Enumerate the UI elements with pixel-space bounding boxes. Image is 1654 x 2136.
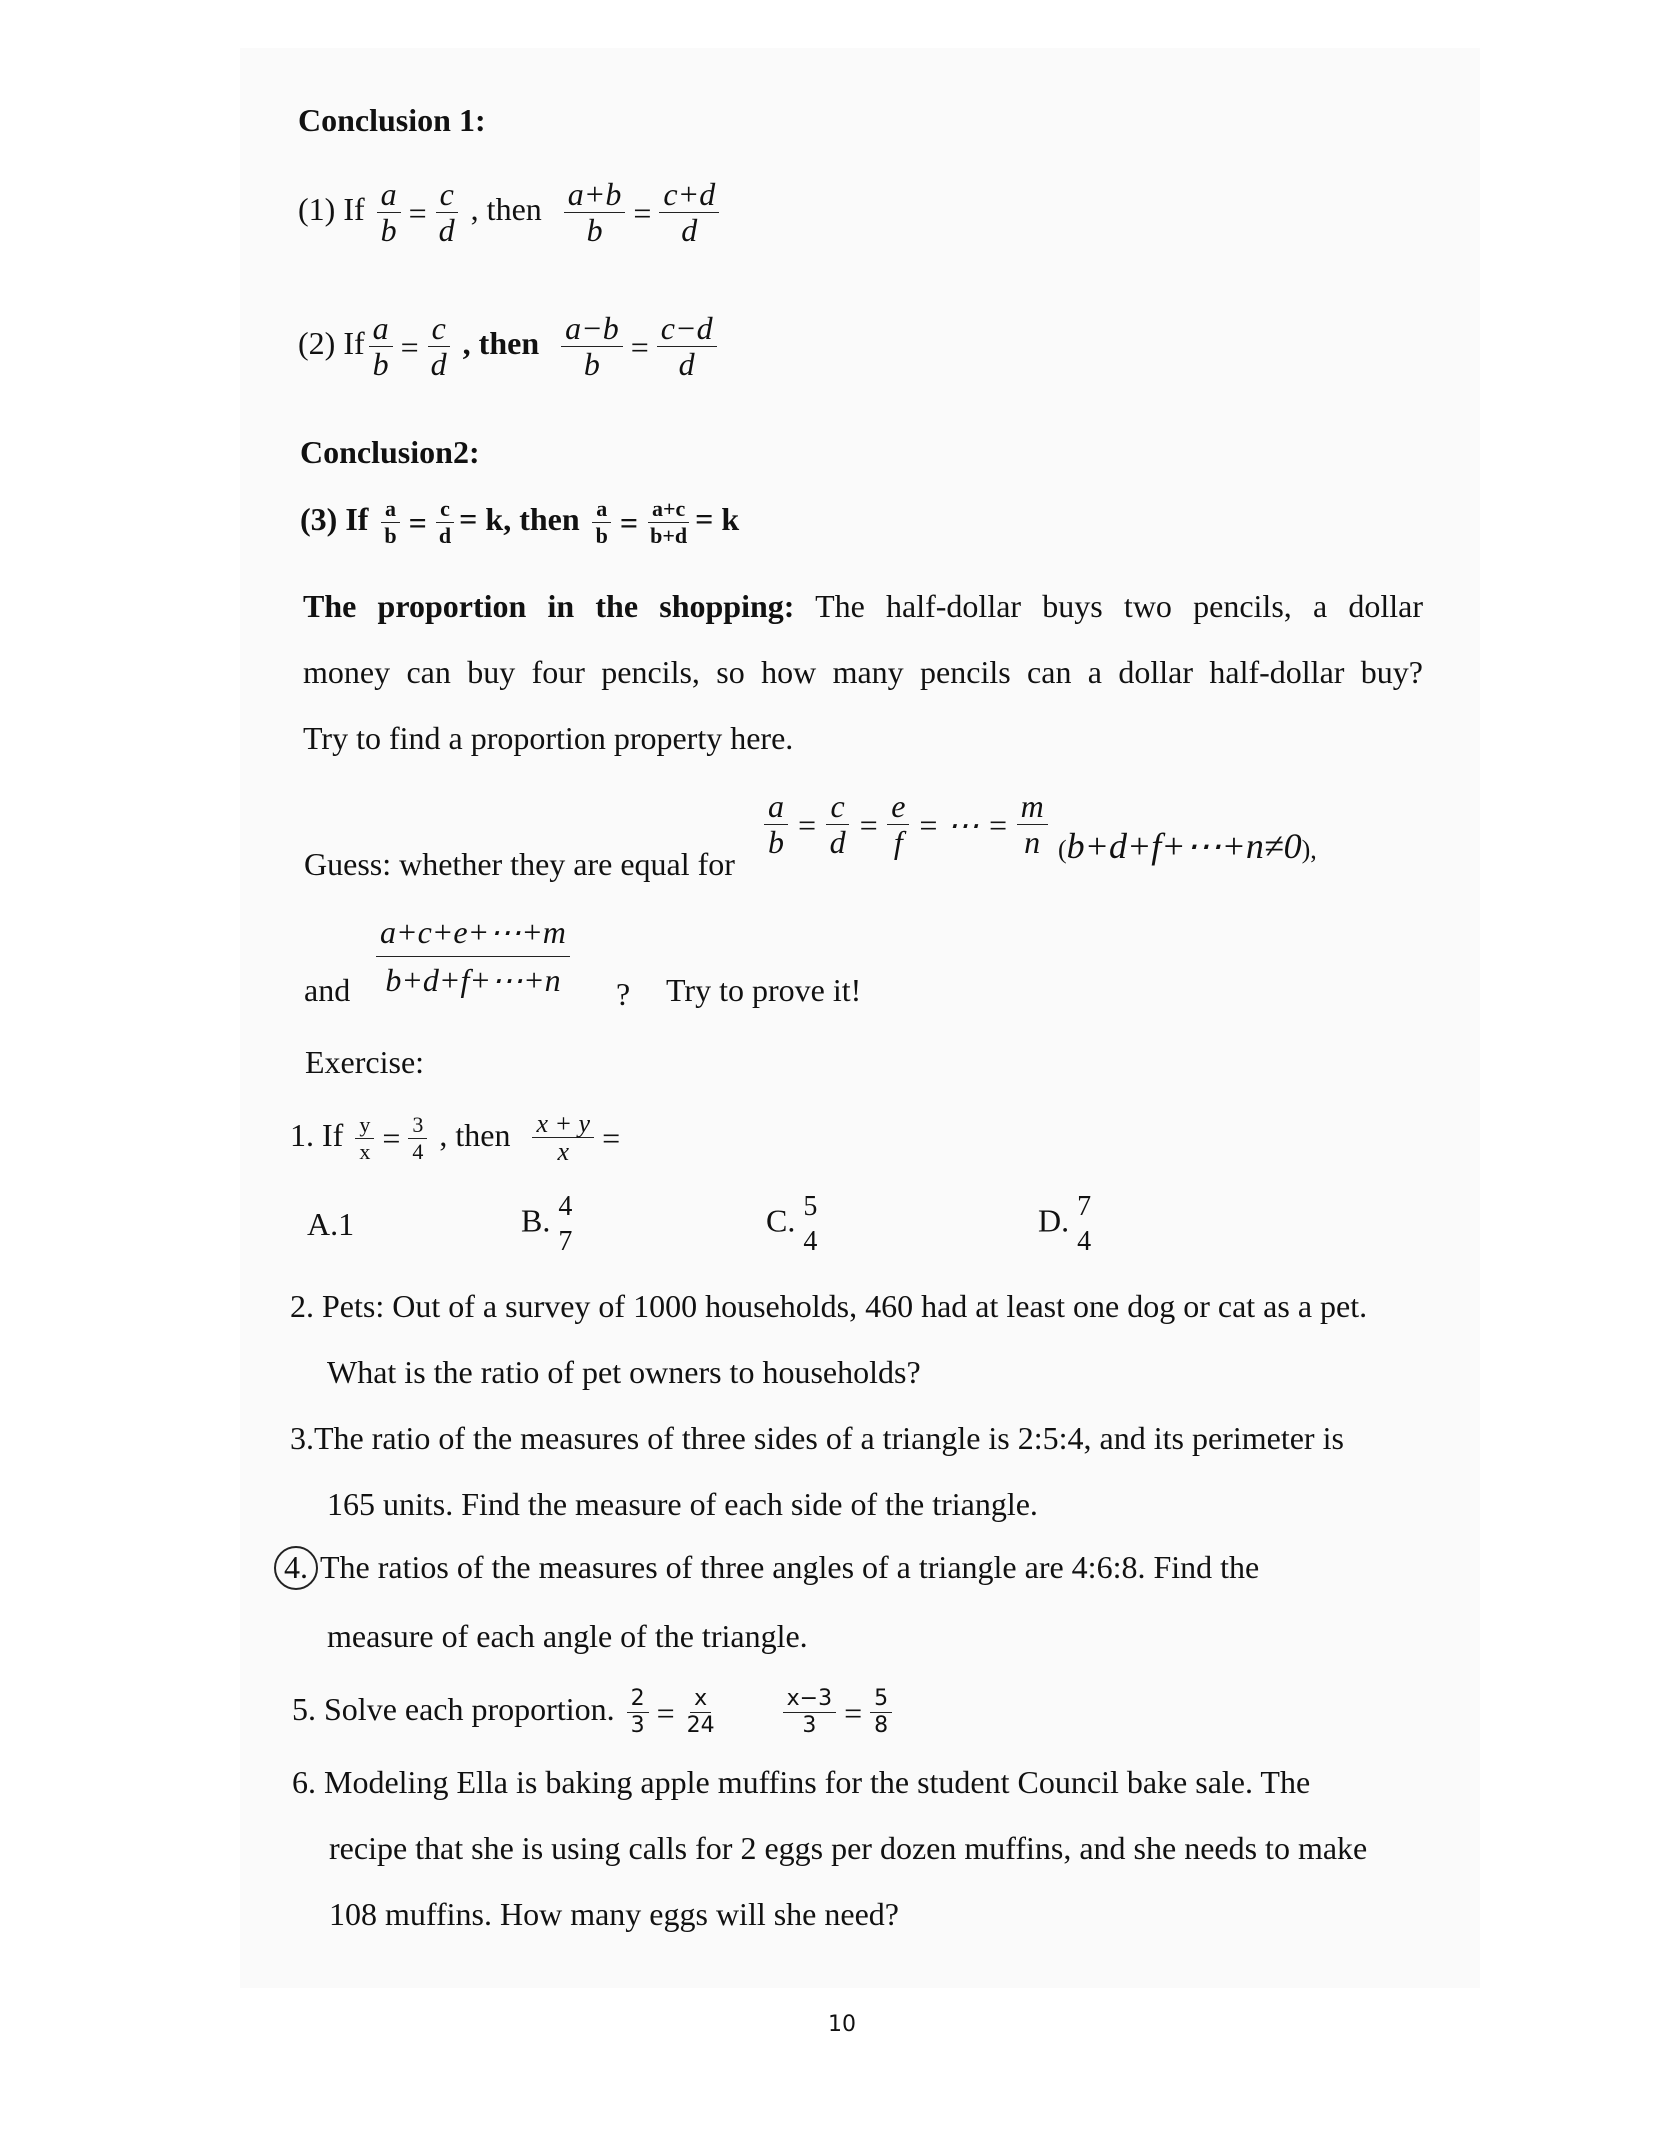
fraction-c-over-d: $\frac{c}{d}$	[435, 178, 459, 248]
fraction-apc-over-bpd: $\frac{a+c}{b+d}$	[646, 496, 691, 550]
guess-text: Guess: whether they are equal for	[304, 846, 735, 882]
item1-label: (1) If	[298, 191, 365, 228]
fraction-5-over-8: $\frac{5}{8}$	[870, 1686, 892, 1740]
choice-a: A.1	[307, 1206, 355, 1242]
fraction-3-over-4: $\frac{3}{4}$	[408, 1112, 427, 1166]
choice-d: D. 7 4	[1038, 1190, 1099, 1258]
choice-c: C. 5 4	[766, 1190, 825, 1258]
q4-line1: 4. The ratios of the measures of three angles of a triangle are 4:6:8. Find the	[274, 1546, 1259, 1590]
choice-b: B. 4 7	[521, 1190, 580, 1258]
conclusion2-title: Conclusion2:	[300, 434, 480, 470]
equals-k-2: = k	[695, 501, 740, 538]
fraction-7-over-4: 7 4	[1077, 1191, 1092, 1257]
guess-condition: (b+d+f+⋯+n≠0),	[1058, 826, 1317, 866]
circled-number: 4.	[274, 1546, 318, 1590]
q4-line2: measure of each angle of the triangle.	[327, 1618, 808, 1654]
chain-ellipsis: = ⋯ =	[917, 806, 1009, 843]
fraction-c-over-d: $\frac{c}{d}$	[427, 312, 451, 382]
fraction-apb-over-b: $\frac{a+b}{b}$	[564, 178, 626, 248]
guess-question-mark: ?	[616, 976, 631, 1012]
item2-label: (2) If	[298, 325, 365, 362]
fraction-m-over-n: $\frac{m}{n}$	[1017, 790, 1048, 860]
shopping-line2: money can buy four pencils, so how many pencils can a dollar half-dollar buy?	[303, 654, 1423, 690]
item3-label: (3) If	[300, 501, 369, 538]
fraction-cpd-over-d: $\frac{c+d}{d}$	[659, 178, 719, 248]
shopping-line3: Try to find a proportion property here.	[303, 720, 794, 756]
fraction-cmd-over-d: $\frac{c-d}{d}$	[657, 312, 717, 382]
fraction-xpy-over-x: $\frac{x + y}{x}$	[532, 1110, 594, 1167]
q1-label: 1. If	[290, 1116, 344, 1153]
fraction-sum	[372, 916, 574, 998]
q6-line3: 108 muffins. How many eggs will she need?	[329, 1896, 899, 1932]
shopping-line1-text: The half-dollar buys two pencils, a dollar	[815, 588, 1424, 624]
exercise-title: Exercise:	[305, 1044, 425, 1080]
conclusion1-item1: (1) If $\frac{a}{b}$ = $\frac{c}{d}$ , then $\frac{a+b}{b}$ = $\frac{c+d}{d}$	[298, 178, 723, 248]
fraction-4-over-7: 4 7	[558, 1191, 573, 1257]
conclusion1-title: Conclusion 1:	[298, 102, 486, 138]
fraction-chain: $\frac{a}{b}$ = $\frac{c}{d}$ = $\frac{e}{f}$ = ⋯ = $\frac{m}{n}$	[760, 790, 1052, 860]
fraction-e-over-f: $\frac{e}{f}$	[887, 790, 909, 860]
fraction-a-over-b: $\frac{a}{b}$	[764, 790, 788, 860]
item2-then: , then	[462, 325, 540, 362]
shopping-line1	[303, 586, 1423, 626]
fraction-sum-ace-over-bdf: $\frac{a+c+e+\cdots+m}{b+d+f+\cdots+n}$	[376, 916, 570, 998]
item3-then: , then	[503, 501, 580, 538]
fraction-a-over-b: $\frac{a}{b}$	[380, 496, 400, 550]
shopping-heading: The proportion in the shopping:	[303, 588, 795, 624]
fraction-amb-over-b: $\frac{a-b}{b}$	[561, 312, 623, 382]
guess-prove: Try to prove it!	[666, 972, 862, 1008]
fraction-c-over-d: $\frac{c}{d}$	[826, 790, 850, 860]
fraction-c-over-d: $\frac{c}{d}$	[435, 496, 455, 550]
fraction-y-over-x: $\frac{y}{x}$	[355, 1112, 374, 1166]
q5-label: 5. Solve each proportion.	[292, 1691, 615, 1728]
fraction-xm3-over-3: $\frac{x-3}{3}$	[783, 1686, 836, 1740]
guess-and: and	[304, 972, 351, 1008]
fraction-2-over-3: $\frac{2}{3}$	[627, 1686, 649, 1740]
fraction-a-over-b: $\frac{a}{b}$	[369, 312, 393, 382]
q2-line2: What is the ratio of pet owners to households?	[327, 1354, 921, 1390]
q1-then: , then	[439, 1116, 511, 1153]
page-number: 10	[828, 2012, 856, 2037]
q2-line1: 2. Pets: Out of a survey of 1000 households, 460 had at least one dog or cat as a pet.	[290, 1288, 1368, 1324]
fraction-a-over-b-2: $\frac{a}{b}$	[592, 496, 612, 550]
fraction-5-over-4: 5 4	[803, 1191, 818, 1257]
conclusion1-item2: (2) If $\frac{a}{b}$ = $\frac{c}{d}$ , then $\frac{a-b}{b}$ = $\frac{c-d}{d}$	[298, 312, 721, 382]
item1-then: , then	[470, 191, 542, 228]
conclusion2-item3: (3) If $\frac{a}{b}$ = $\frac{c}{d}$ = k, then $\frac{a}{b}$ = $\frac{a+c}{b+d}$ = k	[300, 496, 740, 549]
q6-line2: recipe that she is using calls for 2 eggs per dozen muffins, and she needs to make	[329, 1830, 1368, 1866]
exercise-q1: 1. If $\frac{y}{x}$ = $\frac{3}{4}$ , then $\frac{x + y}{x}$ =	[290, 1109, 621, 1167]
q6-line1: 6. Modeling Ella is baking apple muffins for the student Council bake sale. The	[292, 1764, 1311, 1800]
fraction-x-over-24: $\frac{x}{24}$	[686, 1686, 715, 1739]
equals-k: = k	[459, 501, 504, 538]
exercise-q5: 5. Solve each proportion. $\frac{2}{3}$ = $\frac{x}{24}$ $\frac{x-3}{3}$ = $\frac{5}{8}$	[292, 1686, 896, 1740]
q3-line2: 165 units. Find the measure of each side of the triangle.	[327, 1486, 1038, 1522]
fraction-a-over-b: $\frac{a}{b}$	[377, 178, 401, 248]
q3-line1: 3.The ratio of the measures of three sides of a triangle is 2:5:4, and its perimeter is	[290, 1420, 1344, 1456]
